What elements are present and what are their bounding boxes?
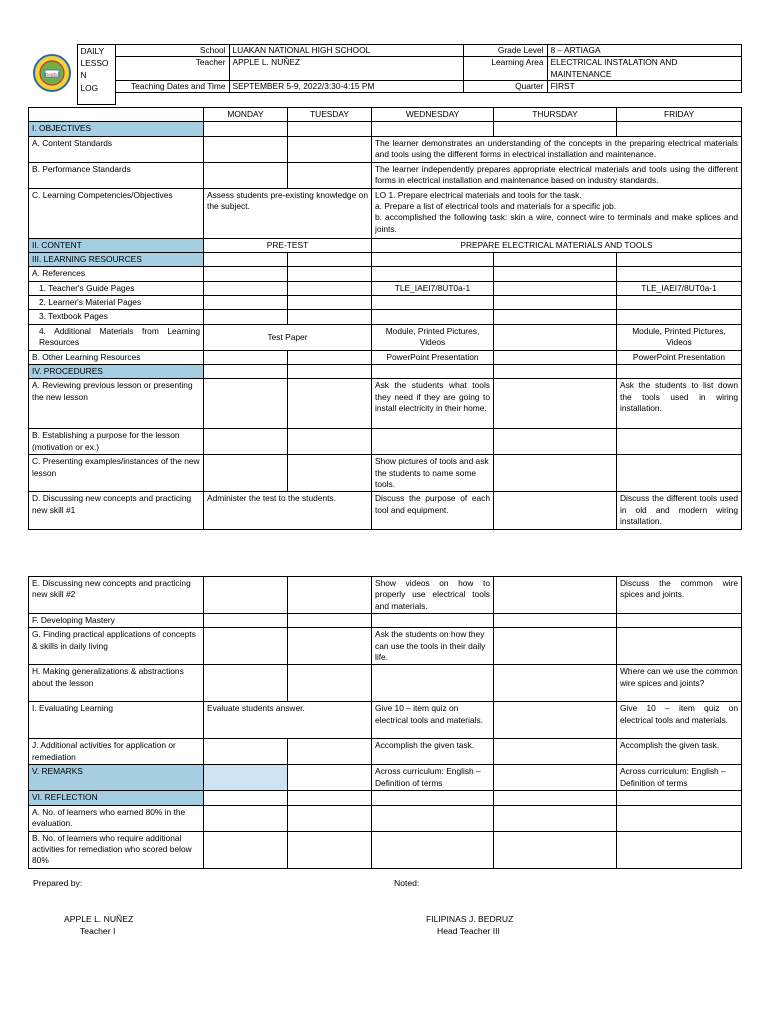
grade-level-label: Grade Level (463, 45, 547, 57)
learners-material-label: 2. Learner's Material Pages (29, 296, 204, 310)
procedure-i-friday: Give 10 – item quiz on electrical tools and materials. (617, 702, 742, 739)
procedure-g-label: G. Finding practical applications of concepts & skills in daily living (29, 628, 204, 665)
procedure-h-label: H. Making generalizations & abstractions about the lesson (29, 665, 204, 702)
preparer-title: Teacher I (80, 926, 116, 936)
procedure-d-friday: Discuss the different tools used in old and modern wiring installation. (617, 492, 742, 530)
other-resources-wednesday: PowerPoint Presentation (372, 350, 494, 364)
day-friday: FRIDAY (617, 108, 742, 122)
reflection-a-label: A. No. of learners who earned 80% in the evaluation. (29, 805, 204, 831)
content-heading: II. CONTENT (29, 238, 204, 252)
noter-title: Head Teacher III (437, 926, 500, 936)
additional-materials-label: 4. Additional Materials from Learning Resources (29, 324, 204, 350)
procedure-g-wednesday: Ask the students on how they can use the tools in their daily life. (372, 628, 494, 665)
content-topic: PREPARE ELECTRICAL MATERIALS AND TOOLS (372, 238, 742, 252)
additional-materials-wednesday: Module, Printed Pictures, Videos (372, 324, 494, 350)
learning-resources-heading: III. LEARNING RESOURCES (29, 253, 204, 267)
header-table (27, 44, 742, 105)
day-thursday: THURSDAY (494, 108, 617, 122)
procedure-j-friday: Accomplish the given task. (617, 739, 742, 765)
day-header-row (29, 108, 742, 122)
procedure-d-label: D. Discussing new concepts and practicing new skill #1 (29, 492, 204, 530)
procedure-f-label: F. Developing Mastery (29, 614, 204, 628)
teachers-guide-friday: TLE_IAEI7/8UT0a-1 (617, 281, 742, 295)
procedure-d-wednesday: Discuss the purpose of each tool and equipment. (372, 492, 494, 530)
deped-seal-icon (32, 53, 72, 93)
procedure-a-label: A. Reviewing previous lesson or presenting the new lesson (29, 379, 204, 429)
learning-competencies-label: C. Learning Competencies/Objectives (29, 188, 204, 238)
performance-standards-text: The learner independently prepares appropriate electrical materials and tools using the different forms in electrical installation and maintenance based on industry standards. (372, 162, 742, 188)
procedure-d-monday: Administer the test to the students. (204, 492, 372, 530)
textbook-pages-label: 3. Textbook Pages (29, 310, 204, 324)
procedure-h-friday: Where can we use the common wire spices and joints? (617, 665, 742, 702)
procedure-a-wednesday: Ask the students what tools they need if they are going to install electricity in their home. (372, 379, 494, 429)
lesson-log-table-part1 (28, 107, 742, 530)
lo-line-1: LO 1. Prepare electrical materials and tools for the task. (375, 189, 582, 200)
quarter-value: FIRST (547, 81, 741, 93)
references-label: A. References (29, 267, 204, 281)
preparer-name: APPLE L. NUÑEZ (64, 914, 134, 924)
school-value: LUAKAN NATIONAL HIGH SCHOOL (229, 45, 463, 57)
objectives-heading: I. OBJECTIVES (29, 122, 204, 136)
remarks-friday: Across curriculum: English – Definition of terms (617, 765, 742, 791)
school-label: School (115, 45, 229, 57)
additional-materials-friday: Module, Printed Pictures, Videos (617, 324, 742, 350)
teacher-label: Teacher (115, 57, 229, 81)
teachers-guide-label: 1. Teacher's Guide Pages (29, 281, 204, 295)
learning-area-label: Learning Area (463, 57, 547, 81)
content-standards-label: A. Content Standards (29, 136, 204, 162)
performance-standards-label: B. Performance Standards (29, 162, 204, 188)
procedure-a-friday: Ask the students to list down the tools used in wiring installation. (617, 379, 742, 429)
procedure-e-wednesday: Show videos on how to properly use electrical tools and materials. (372, 577, 494, 614)
lo-line-3: b. accomplished the following task: skin a wire, connect wire to terminals and make splices and joints. (375, 212, 738, 234)
teacher-value: APPLE L. NUÑEZ (229, 57, 463, 81)
procedure-i-label: I. Evaluating Learning (29, 702, 204, 739)
noted-label: Noted: (394, 878, 420, 888)
dates-label: Teaching Dates and Time (115, 81, 229, 93)
quarter-label: Quarter (463, 81, 547, 93)
competencies-monday: Assess students pre-existing knowledge on the subject. (204, 188, 372, 238)
procedures-heading: IV. PROCEDURES (29, 365, 204, 379)
reflection-b-label: B. No. of learners who require additional activities for remediation who scored below 80% (29, 831, 204, 868)
lesson-log-table-part2 (28, 576, 742, 869)
procedure-j-wednesday: Accomplish the given task. (372, 739, 494, 765)
grade-level-value: 8 – ARTIAGA (547, 45, 741, 57)
other-resources-friday: PowerPoint Presentation (617, 350, 742, 364)
teachers-guide-wednesday: TLE_IAEI7/8UT0a-1 (372, 281, 494, 295)
day-tuesday: TUESDAY (288, 108, 372, 122)
content-pretest: PRE-TEST (204, 238, 372, 252)
procedure-e-label: E. Discussing new concepts and practicing new skill #2 (29, 577, 204, 614)
procedure-i-monday: Evaluate students answer. (204, 702, 372, 739)
deped-logo (27, 45, 77, 105)
learning-area-value: ELECTRICAL INSTALATION AND MAINTENANCE (547, 57, 741, 81)
day-wednesday: WEDNESDAY (372, 108, 494, 122)
lo-line-2: a. Prepare a list of electrical tools and materials for a specific job. (375, 201, 617, 212)
learning-objectives-text (372, 188, 742, 238)
day-monday: MONDAY (204, 108, 288, 122)
procedure-b-label: B. Establishing a purpose for the lesson (motivation or ex.) (29, 429, 204, 455)
content-standards-text: The learner demonstrates an understanding of the concepts in the preparing electrical materials and tools using the different forms in electrical installation and maintenance. (372, 136, 742, 162)
remarks-heading: V. REMARKS (29, 765, 204, 791)
procedure-c-wednesday: Show pictures of tools and ask the students to name some tools. (372, 455, 494, 492)
svg-text:DepEd: DepEd (44, 71, 59, 77)
procedure-c-label: C. Presenting examples/instances of the new lesson (29, 455, 204, 492)
daily-lesson-log-title: DAILY LESSO N LOG (77, 45, 115, 105)
other-resources-label: B. Other Learning Resources (29, 350, 204, 364)
additional-materials-monday: Test Paper (204, 324, 372, 350)
procedure-i-wednesday: Give 10 – item quiz on electrical tools and materials. (372, 702, 494, 739)
prepared-by-label: Prepared by: (33, 878, 83, 888)
reflection-heading: VI. REFLECTION (29, 791, 204, 805)
dates-value: SEPTEMBER 5-9, 2022/3:30-4:15 PM (229, 81, 463, 93)
noter-name: FILIPINAS J. BEDRUZ (426, 914, 514, 924)
remarks-wednesday: Across curriculum: English – Definition of terms (372, 765, 494, 791)
procedure-e-friday: Discuss the common wire spices and joints. (617, 577, 742, 614)
procedure-j-label: J. Additional activities for application or remediation (29, 739, 204, 765)
